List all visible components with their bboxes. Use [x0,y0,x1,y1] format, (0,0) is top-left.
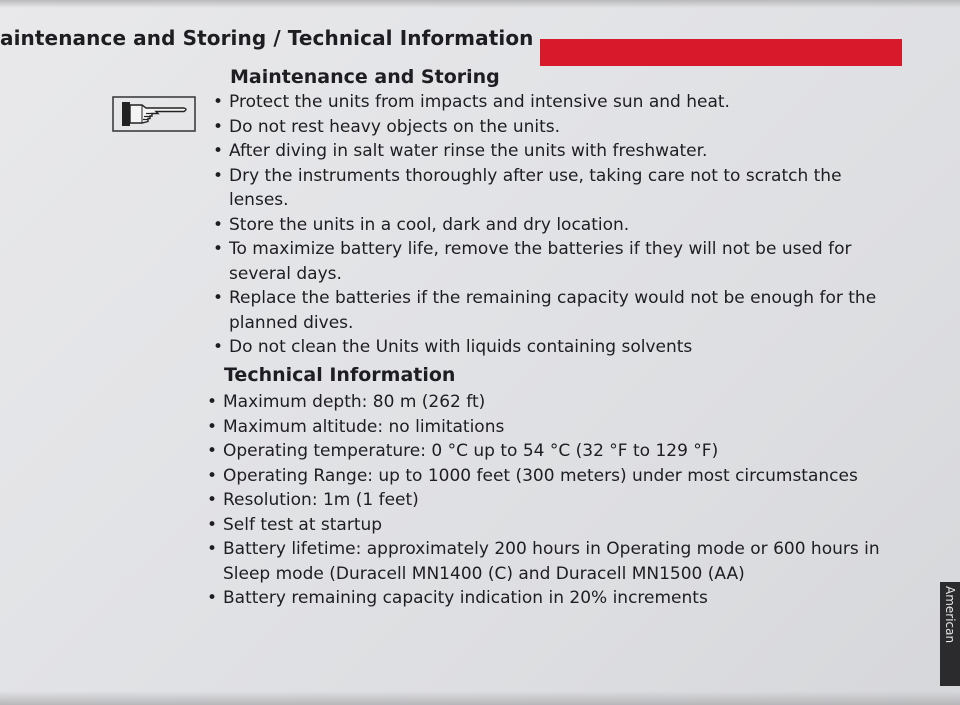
list-item: • Store the units in a cool, dark and dry location. [213,213,903,238]
list-item: • Dry the instruments thoroughly after use, taking care not to scratch the lenses. [213,164,903,213]
list-item: • Maximum altitude: no limitations [207,415,907,440]
list-item: • Replace the batteries if the remaining capacity would not be enough for the planned dives. [213,286,903,335]
list-item: • Battery remaining capacity indication in 20% increments [207,586,907,611]
list-item: • Battery lifetime: approximately 200 hours in Operating mode or 600 hours in Sleep mode (Duracell MN1400 (C) and Duracell MN1500 (AA) [207,537,907,586]
maintenance-list [213,90,903,360]
header-accent-bar [540,39,902,66]
list-item: • Operating temperature: 0 °C up to 54 °C (32 °F to 129 °F) [207,439,907,464]
list-item: • Self test at startup [207,513,907,538]
list-item: • Do not rest heavy objects on the units. [213,115,903,140]
list-item: • To maximize battery life, remove the batteries if they will not be used for several days. [213,237,903,286]
list-item: • After diving in salt water rinse the units with freshwater. [213,139,903,164]
page-bottom-edge [0,691,960,705]
page-header-title: aintenance and Storing / Technical Information [0,26,534,50]
list-item: • Do not clean the Units with liquids containing solvents [213,335,903,360]
page-top-shadow [0,0,960,8]
list-item: • Operating Range: up to 1000 feet (300 meters) under most circumstances [207,464,907,489]
maintenance-section-title: Maintenance and Storing [230,66,500,88]
list-item: • Maximum depth: 80 m (262 ft) [207,390,907,415]
list-item: • Resolution: 1m (1 feet) [207,488,907,513]
language-tab-label: American [943,586,957,644]
pointing-hand-icon [112,96,196,132]
technical-section-title: Technical Information [224,364,456,386]
list-item: • Protect the units from impacts and intensive sun and heat. [213,90,903,115]
language-side-tab [940,582,960,686]
technical-list [207,390,907,611]
